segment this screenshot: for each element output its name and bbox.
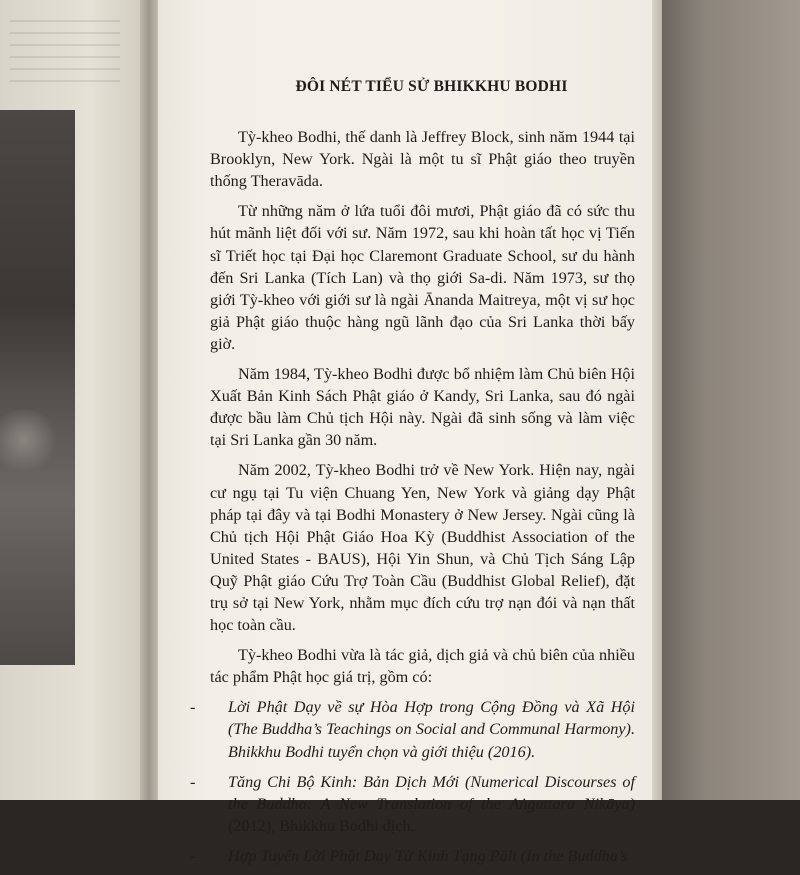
bleed-through-text: [10, 20, 120, 90]
portrait-photo: [0, 110, 75, 665]
page-title: ĐÔI NÉT TIỂU SỬ BHIKKHU BODHI: [295, 78, 568, 95]
list-item: [190, 845, 635, 867]
work-title: Lời Phật Dạy về sự Hòa Hợp trong Cộng Đồng và Xã Hội (The Buddha’s Teachings on Social and Communal Harmony). Bhikkhu Bodhi tuyển chọn và giới thiệu (2016).: [228, 698, 635, 761]
work-title: Hợp Tuyển Lời Phật Dạy Từ Kinh Tạng Pāli (In the Buddha’s: [228, 846, 628, 865]
list-item: [190, 771, 635, 837]
paragraph-new-york: Năm 2002, Tỳ-kheo Bodhi trở về New York. Hiện nay, ngài cư ngụ tại Tu viện Chuang Yen, New York và giảng dạy Phật pháp tại đây và tại Bodhi Monastery ở New Jersey. Ngài cũng là Chủ tịch Hội Phật Giáo Hoa Kỳ (Buddhist Association of the United States - BAUS), Hội Yin Shun, và Chủ Tịch Sáng Lập Quỹ Phật giáo Cứu Trợ Toàn Cầu (Buddhist Global Relief), đặt trụ sở tại New York, nhằm mục đích cứu trợ nạn đói và nạn thất học toàn cầu.: [210, 461, 635, 635]
paragraph-intro: Tỳ-kheo Bodhi, thế danh là Jeffrey Block, sinh năm 1944 tại Brooklyn, New York. Ngài là một tu sĩ Phật giáo theo truyền thống Theravāda.: [210, 128, 635, 191]
work-detail: (2012), Bhikkhu Bodhi dịch.: [228, 816, 415, 835]
list-item: [190, 696, 635, 762]
work-title: Tăng Chi Bộ Kinh: Bản Dịch Mới (Numerical Discourses of the Buddha: A New Translation of the Aṅguttara Nikāya): [228, 772, 635, 813]
list-dash: -: [190, 846, 196, 865]
paragraph-works-intro: Tỳ-kheo Bodhi vừa là tác giả, dịch giả và chủ biên của nhiều tác phẩm Phật học giá trị, gồm có:: [210, 646, 635, 687]
background-surface: [662, 0, 800, 800]
page-edge: [652, 0, 662, 800]
page-content: [190, 66, 635, 875]
previous-page: [0, 0, 150, 800]
paragraph-ordination: Từ những năm ở lứa tuổi đôi mươi, Phật giáo đã có sức thu hút mãnh liệt đối với sư. Năm 1972, sau khi hoàn tất học vị Tiến sĩ Triết học tại Đại học Claremont Graduate School, sư du hành đến Sri Lanka (Tích Lan) và thọ giới Sa-di. Năm 1973, sư thọ giới Tỳ-kheo với giới sư là ngài Ānanda Maitreya, một vị sư học giả Phật giáo thuộc hàng ngũ lãnh đạo của Sri Lanka thời bấy giờ.: [210, 202, 635, 353]
list-dash: -: [190, 772, 196, 791]
paragraph-kandy: Năm 1984, Tỳ-kheo Bodhi được bổ nhiệm làm Chủ biên Hội Xuất Bản Kinh Sách Phật giáo ở Kandy, Sri Lanka, sau đó ngài được bầu làm Chủ tịch Hội này. Ngài đã sinh sống và làm việc tại Sri Lanka gần 30 năm.: [210, 365, 635, 450]
list-dash: -: [190, 698, 196, 717]
works-list: [190, 696, 635, 867]
